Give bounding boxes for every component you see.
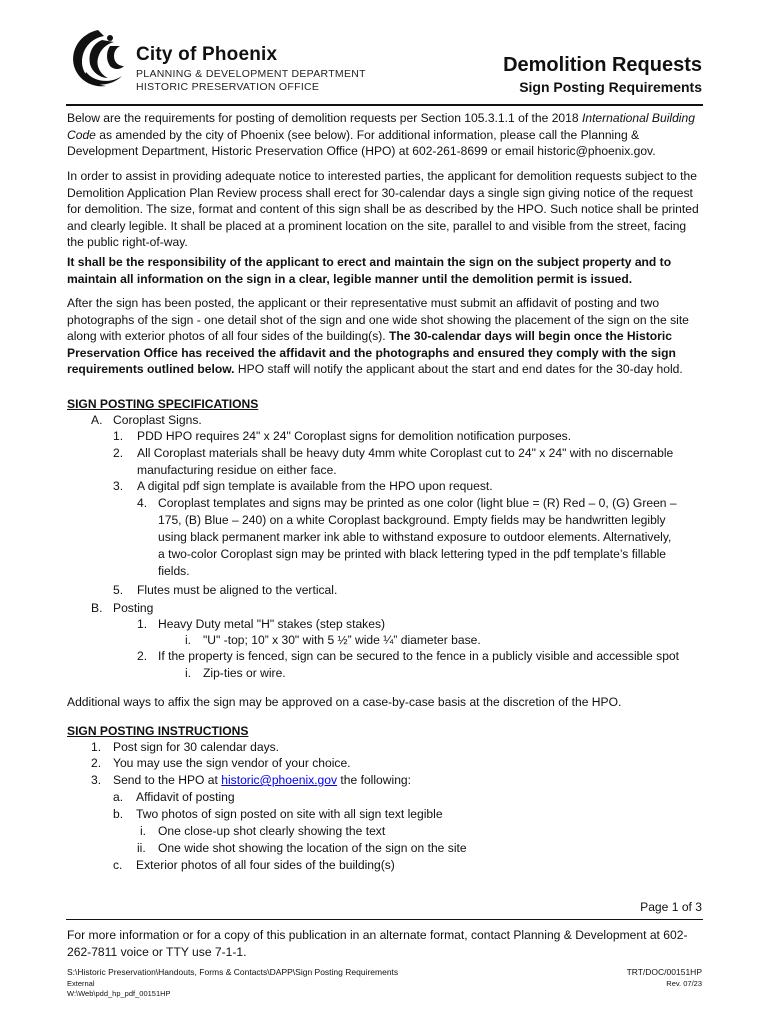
city-name: City of Phoenix: [136, 44, 278, 65]
page-subtitle: Sign Posting Requirements: [519, 79, 702, 95]
list-item: fields.: [158, 564, 190, 578]
list-item: using black permanent marker ink able to withstand exposure to outdoor elements. Alternatively,: [158, 530, 672, 544]
list-number: b.: [113, 807, 124, 821]
external-label: External: [67, 979, 95, 988]
intro-paragraph-1: Below are the requirements for posting of demolition requests per Section 105.3.1.1 of the 2018 International Building Code as amended by the city of Phoenix (see below). For additional information, please call the Planning & Development Department, Historic Preservation Office (HPO) at 602-261-8699 or email historic@phoenix.gov.: [67, 111, 695, 158]
footer-divider: [66, 919, 703, 920]
list-item: a two-color Coroplast sign may be printed with black lettering typed in the pdf template’s fillable: [158, 547, 666, 561]
list-number: 2.: [137, 649, 148, 663]
list-item: A digital pdf sign template is available from the HPO upon request.: [137, 479, 493, 493]
list-number: 1.: [137, 617, 148, 631]
section-a-label: Coroplast Signs.: [113, 413, 202, 427]
page-number: Page 1 of 3: [640, 900, 702, 914]
list-number: 5.: [113, 583, 124, 597]
alternate-format-info: For more information or for a copy of this publication in an alternate format, contact Planning & Development at 602-262-7811 voice or TTY use 7-1-1.: [67, 928, 688, 959]
section-a-marker: A.: [91, 413, 103, 427]
list-item: All Coroplast materials shall be heavy duty 4mm white Coroplast cut to 24" x 24" with no discernable: [137, 446, 674, 460]
list-item: 175, (B) Blue – 240) on a white Coroplast background. Empty fields may be handwritten legibly: [158, 513, 666, 527]
list-item: You may use the sign vendor of your choice.: [113, 756, 351, 770]
list-item: Coroplast templates and signs may be printed as one color (light blue = (R) Red – 0, (G) Green –: [158, 496, 677, 510]
responsibility-paragraph: It shall be the responsibility of the applicant to erect and maintain the sign on the subject property and to maintain all information on the sign in a clear, legible manner until the demolition permit is issued.: [67, 255, 672, 286]
section-b-label: Posting: [113, 601, 154, 615]
list-item: Heavy Duty metal "H" stakes (step stakes): [158, 617, 386, 631]
additional-note: Additional ways to affix the sign may be approved on a case-by-case basis at the discretion of the HPO.: [67, 695, 622, 709]
list-item: Zip-ties or wire.: [203, 666, 286, 680]
phoenix-bird-logo-icon: [66, 26, 130, 94]
list-number: 2.: [91, 756, 102, 770]
list-number: 2.: [113, 446, 124, 460]
list-number: i.: [140, 824, 147, 838]
list-number: a.: [113, 790, 124, 804]
list-number: c.: [113, 858, 123, 872]
list-number: i.: [185, 666, 192, 680]
revision-date: Rev. 07/23: [666, 979, 702, 988]
list-item: Flutes must be aligned to the vertical.: [137, 583, 338, 597]
list-number: i.: [185, 633, 192, 647]
list-item: One close-up shot clearly showing the text: [158, 824, 386, 838]
list-item: If the property is fenced, sign can be secured to the fence in a publicly visible and accessible spot: [158, 649, 680, 663]
page-title: Demolition Requests: [503, 54, 702, 76]
file-path: S:\Historic Preservation\Handouts, Forms & Contacts\DAPP\Sign Posting Requirements: [67, 967, 399, 977]
list-item: manufacturing residue on either face.: [137, 463, 337, 477]
list-number: 3.: [91, 773, 102, 787]
instructions-heading: SIGN POSTING INSTRUCTIONS: [67, 724, 249, 738]
affidavit-paragraph: After the sign has been posted, the applicant or their representative must submit an affidavit of posting and two photographs of the sign - one detail shot of the sign and one wide shot showing the placement of the sign on the site along with exterior photos of all four sides of the building(s). The 30-calendar days will begin once the Historic Preservation Office has received the affidavit and the photographs and ensured they comply with the sign requirements outlined below. HPO staff will notify the applicant about the start and end dates for the 30-day hold.: [67, 296, 689, 376]
intro-paragraph-2: In order to assist in providing adequate notice to interested parties, the applicant for demolition requests subject to the Demolition Application Plan Review process shall erect for 30-calendar days a single sign giving notice of the request for demolition. The size, format and content of this sign shall be as described by the HPO. Such notice shall be printed and clearly legible. It shall be placed at a prominent location on the site, parallel to and visible from the street, facing the public right-of-way.: [67, 169, 699, 249]
web-path: W:\Web\pdd_hp_pdf_00151HP: [67, 989, 171, 998]
list-item: Two photos of sign posted on site with all sign text legible: [136, 807, 443, 821]
header-divider: [66, 104, 703, 106]
document-id: TRT/DOC/00151HP: [626, 967, 702, 977]
list-number: 1.: [113, 429, 124, 443]
list-item: "U" -top; 10” x 30" with 5 ½” wide ¼” diameter base.: [203, 633, 481, 647]
list-item: Send to the HPO at historic@phoenix.gov the following:: [113, 773, 412, 787]
list-item: PDD HPO requires 24" x 24" Coroplast signs for demolition notification purposes.: [137, 429, 572, 443]
list-item: Post sign for 30 calendar days.: [113, 740, 280, 754]
specifications-heading: SIGN POSTING SPECIFICATIONS: [67, 397, 259, 411]
section-b-marker: B.: [91, 601, 103, 615]
department-name: PLANNING & DEVELOPMENT DEPARTMENT: [136, 68, 366, 80]
list-number: ii.: [137, 841, 146, 855]
list-item: Exterior photos of all four sides of the building(s): [136, 858, 395, 872]
list-number: 1.: [91, 740, 102, 754]
list-number: 4.: [137, 496, 148, 510]
office-name: HISTORIC PRESERVATION OFFICE: [136, 81, 320, 93]
list-number: 3.: [113, 479, 124, 493]
hpo-email-link[interactable]: historic@phoenix.gov: [221, 773, 338, 787]
list-item: One wide shot showing the location of the sign on the site: [158, 841, 467, 855]
list-item: Affidavit of posting: [136, 790, 235, 804]
